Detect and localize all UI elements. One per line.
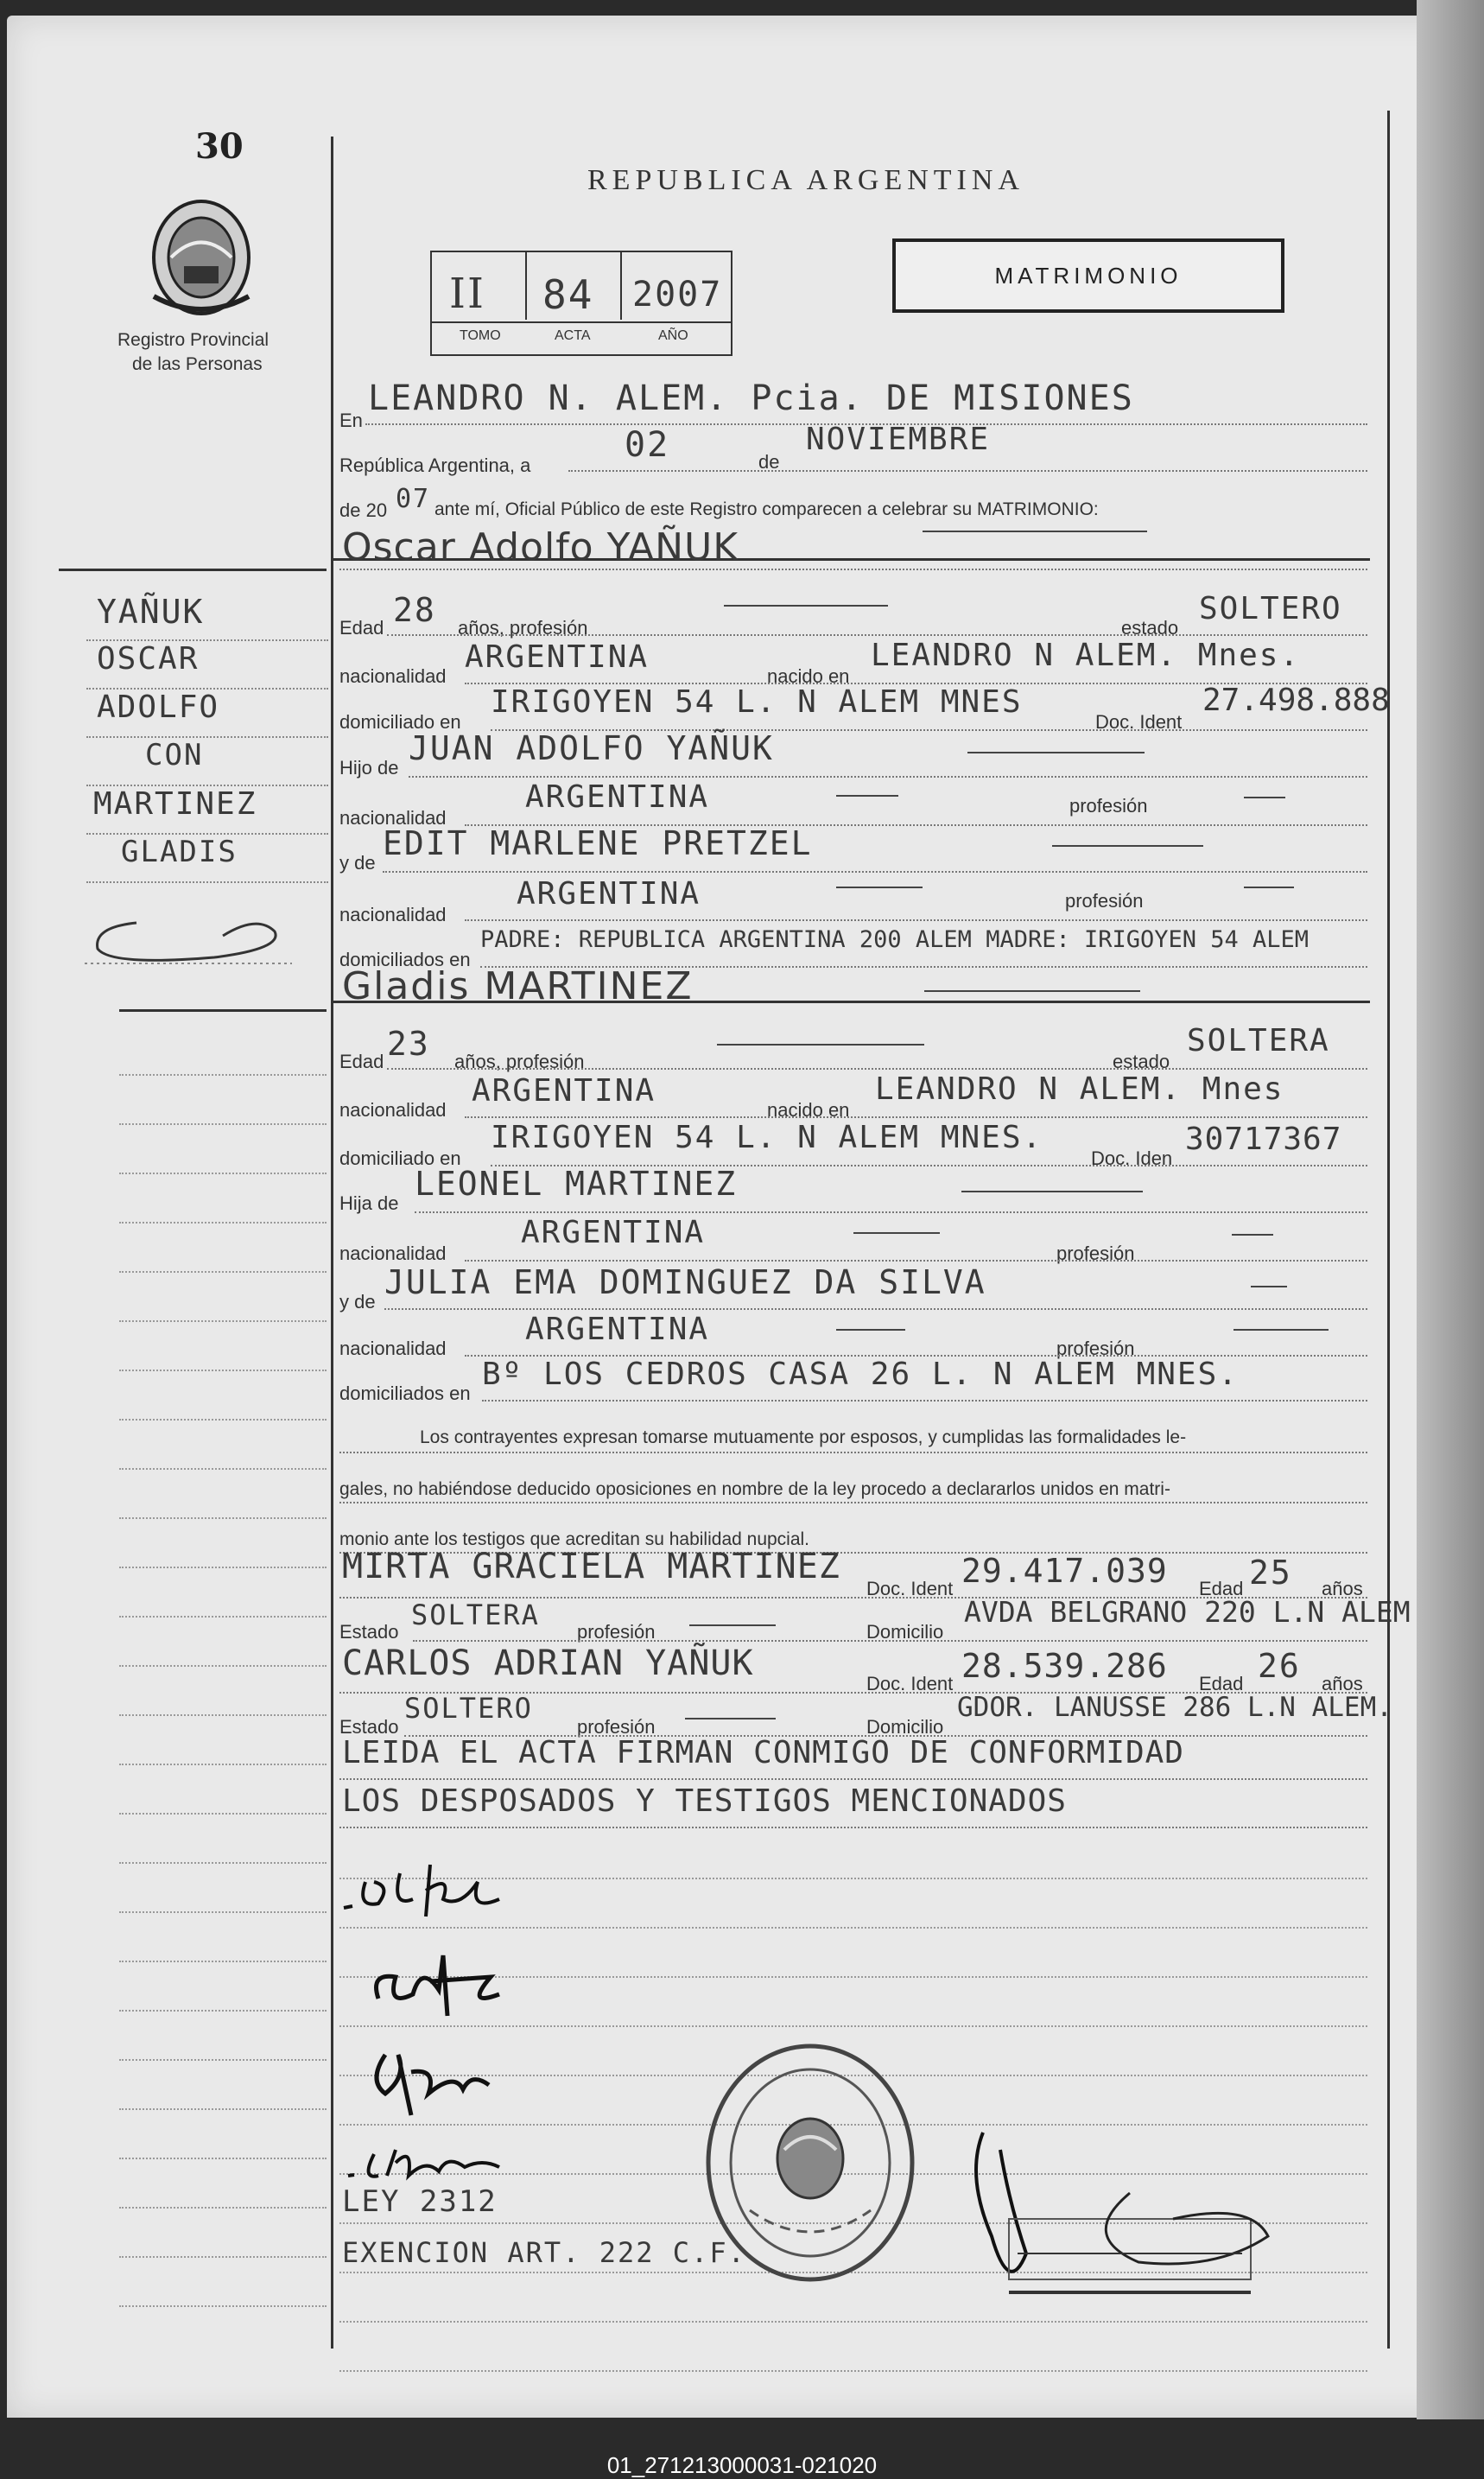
bride-father-prof-label: profesión <box>1056 1243 1135 1264</box>
official-signature-icon <box>957 2124 1303 2305</box>
ano-label: AÑO <box>658 328 688 343</box>
witness-1-estado-label: Estado <box>339 1621 399 1643</box>
bride-estado-label: estado <box>1113 1051 1170 1072</box>
margin-notes <box>86 593 328 883</box>
bride-hija-label: Hija de <box>339 1192 399 1214</box>
groom-father-prof-label: profesión <box>1069 795 1148 817</box>
bride-mother-nac-label: nacionalidad <box>339 1338 447 1359</box>
divider-margin-bride <box>119 1009 327 1012</box>
ley-note: LEY 2312 <box>342 2184 498 2219</box>
margin-line: ADOLFO <box>86 690 328 738</box>
signature-witness-1-icon <box>359 2029 515 2124</box>
bride-father: LEONEL MARTINEZ <box>415 1165 738 1203</box>
groom-nacionalidad: ARGENTINA <box>465 639 650 675</box>
page-number: 30 <box>195 126 244 167</box>
witness-2-prof-label: profesión <box>577 1716 656 1738</box>
groom-edad-label: Edad <box>339 617 384 639</box>
groom-nac-label: nacionalidad <box>339 665 447 687</box>
ano-value: 2007 <box>632 275 723 315</box>
groom-mother-nac: ARGENTINA <box>517 876 701 912</box>
groom-name-header: Oscar Adolfo YAÑUK <box>342 525 739 569</box>
witness-2-estado-label: Estado <box>339 1716 399 1738</box>
bride-doc: 30717367 <box>1185 1122 1342 1157</box>
groom-doms-label: domiciliados en <box>339 949 471 970</box>
groom-doc: 27.498.888 <box>1202 683 1390 718</box>
bride-edad: 23 <box>387 1025 430 1063</box>
bride-mother-nac: ARGENTINA <box>525 1312 710 1347</box>
groom-mother-nac-label: nacionalidad <box>339 904 447 925</box>
witness-1-domicilio: AVDA BELGRANO 220 L.N ALEM <box>964 1595 1411 1629</box>
margin-divider <box>331 137 333 2349</box>
witness-1-doc-label: Doc. Ident <box>866 1578 954 1599</box>
groom-dom-label: domiciliado en <box>339 711 461 733</box>
witness-1-name: MIRTA GRACIELA MARTINEZ <box>342 1547 840 1586</box>
divider-margin-top <box>59 569 327 571</box>
registry-line-2: de las Personas <box>132 354 263 374</box>
year-prefix: de 20 <box>339 499 388 521</box>
witness-1-prof-label: profesión <box>577 1621 656 1643</box>
witness-1-anos-label: años <box>1322 1578 1363 1599</box>
acta-value: 84 <box>542 271 594 318</box>
witness-1-doc: 29.417.039 <box>961 1552 1168 1590</box>
official-stamp-icon <box>698 2037 923 2288</box>
record-page <box>7 16 1475 2418</box>
month-value: NOVIEMBRE <box>806 422 991 457</box>
bride-domicilio: IRIGOYEN 54 L. N ALEM MNES. <box>491 1120 1043 1155</box>
bride-anos-label: años, profesión <box>454 1051 585 1072</box>
bride-father-nac: ARGENTINA <box>521 1215 706 1250</box>
witness-2-estado: SOLTERO <box>404 1692 533 1725</box>
groom-estado-label: estado <box>1121 617 1179 639</box>
witness-1-edad: 25 <box>1249 1554 1292 1592</box>
witness-1-estado: SOLTERA <box>411 1599 540 1631</box>
margin-line: GLADIS <box>86 835 328 883</box>
margin-line: YAÑUK <box>86 593 328 641</box>
bride-mother-prof-label: profesión <box>1056 1338 1135 1359</box>
bride-mother: JULIA EMA DOMINGUEZ DA SILVA <box>384 1263 986 1301</box>
witness-2-edad: 26 <box>1258 1647 1301 1685</box>
margin-line: OSCAR <box>86 641 328 690</box>
bride-doc-label: Doc. Iden <box>1091 1147 1173 1169</box>
signature-groom-icon <box>339 1839 547 1925</box>
bride-edad-label: Edad <box>339 1051 384 1072</box>
registry-line-1: Registro Provincial <box>117 330 270 350</box>
groom-anos-label: años, profesión <box>458 617 588 639</box>
groom-nacido-label: nacido en <box>767 665 850 687</box>
margin-line: MARTINEZ <box>86 786 328 835</box>
bride-father-nac-label: nacionalidad <box>339 1243 447 1264</box>
declaration-line-3: monio ante los testigos que acreditan su habilidad nupcial. <box>339 1529 810 1549</box>
witness-2-edad-label: Edad <box>1199 1673 1244 1694</box>
tomo-value: II <box>449 270 485 318</box>
place-value: LEANDRO N. ALEM. Pcia. DE MISIONES <box>368 378 1134 418</box>
groom-doc-label: Doc. Ident <box>1095 711 1183 733</box>
book-edge <box>1417 0 1484 2419</box>
bride-yde-label: y de <box>339 1291 376 1313</box>
margin-signature-icon <box>85 910 292 970</box>
republica-label: República Argentina, a <box>339 454 531 476</box>
province-seal-icon <box>145 193 257 322</box>
groom-parents-dom: PADRE: REPUBLICA ARGENTINA 200 ALEM MADRE: IRIGOYEN 54 ALEM <box>480 926 1310 953</box>
groom-estado: SOLTERO <box>1199 591 1342 626</box>
margin-ruling <box>119 1027 327 2307</box>
declaration-line-2: gales, no habiéndose deducido oposiciones en nombre de la ley procedo a declararlos unidos en matri- <box>339 1479 1170 1499</box>
groom-father-nac: ARGENTINA <box>525 779 710 815</box>
signature-witness-2-icon <box>344 2137 508 2189</box>
bride-nacionalidad: ARGENTINA <box>472 1073 656 1109</box>
year-suffix: 07 <box>396 484 431 514</box>
day-value: 02 <box>625 425 670 465</box>
groom-edad: 28 <box>393 591 436 629</box>
witness-2-dom-label: Domicilio <box>866 1716 944 1738</box>
groom-mother: EDIT MARLENE PRETZEL <box>383 824 813 862</box>
closing-line-2: LOS DESPOSADOS Y TESTIGOS MENCIONADOS <box>342 1783 1067 1819</box>
bride-dom-label: domiciliado en <box>339 1147 461 1169</box>
en-label: En <box>339 410 363 431</box>
right-border <box>1387 111 1390 2349</box>
bride-name-header: Gladis MARTINEZ <box>342 964 694 1008</box>
bride-doms-label: domiciliados en <box>339 1383 471 1404</box>
country-title: REPUBLICA ARGENTINA <box>587 164 1024 196</box>
tomo-acta-box <box>430 251 732 356</box>
witness-1-edad-label: Edad <box>1199 1578 1244 1599</box>
witness-2-anos-label: años <box>1322 1673 1363 1694</box>
de-label: de <box>758 451 780 473</box>
witness-2-domicilio: GDOR. LANUSSE 286 L.N ALEM. <box>957 1692 1392 1723</box>
signature-bride-icon <box>361 1938 517 2025</box>
intro-statement: ante mí, Oficial Público de este Registro comparecen a celebrar su MATRIMONIO: <box>434 499 1099 519</box>
witness-2-name: CARLOS ADRIAN YAÑUK <box>342 1643 754 1683</box>
footer-code: 01_271213000031-021020 <box>606 2452 878 2478</box>
groom-nacido: LEANDRO N ALEM. Mnes. <box>871 638 1301 673</box>
declaration-line-1: Los contrayentes expresan tomarse mutuamente por esposos, y cumplidas las formalidades le- <box>420 1427 1187 1447</box>
groom-mother-prof-label: profesión <box>1065 890 1144 912</box>
acta-label: ACTA <box>555 328 591 343</box>
witness-2-doc: 28.539.286 <box>961 1647 1168 1685</box>
bride-nacido: LEANDRO N ALEM. Mnes <box>875 1071 1284 1107</box>
closing-line-1: LEIDA EL ACTA FIRMAN CONMIGO DE CONFORMIDAD <box>342 1735 1184 1770</box>
groom-domicilio: IRIGOYEN 54 L. N ALEM MNES <box>491 684 1023 720</box>
groom-father: JUAN ADOLFO YAÑUK <box>409 729 774 767</box>
bride-nac-label: nacionalidad <box>339 1099 447 1121</box>
doc-type-label: MATRIMONIO <box>994 262 1183 289</box>
groom-hijo-label: Hijo de <box>339 757 399 779</box>
tomo-label: TOMO <box>460 328 501 343</box>
witness-1-dom-label: Domicilio <box>866 1621 944 1643</box>
bride-parents-dom: Bº LOS CEDROS CASA 26 L. N ALEM MNES. <box>482 1357 1239 1392</box>
bride-nacido-label: nacido en <box>767 1099 850 1121</box>
witness-2-doc-label: Doc. Ident <box>866 1673 954 1694</box>
groom-father-nac-label: nacionalidad <box>339 807 447 829</box>
margin-line: CON <box>86 738 328 786</box>
bride-estado: SOLTERA <box>1187 1023 1330 1058</box>
exencion-note: EXENCION ART. 222 C.F. <box>342 2236 746 2269</box>
doc-type-box <box>892 238 1284 313</box>
groom-yde-label: y de <box>339 852 376 874</box>
